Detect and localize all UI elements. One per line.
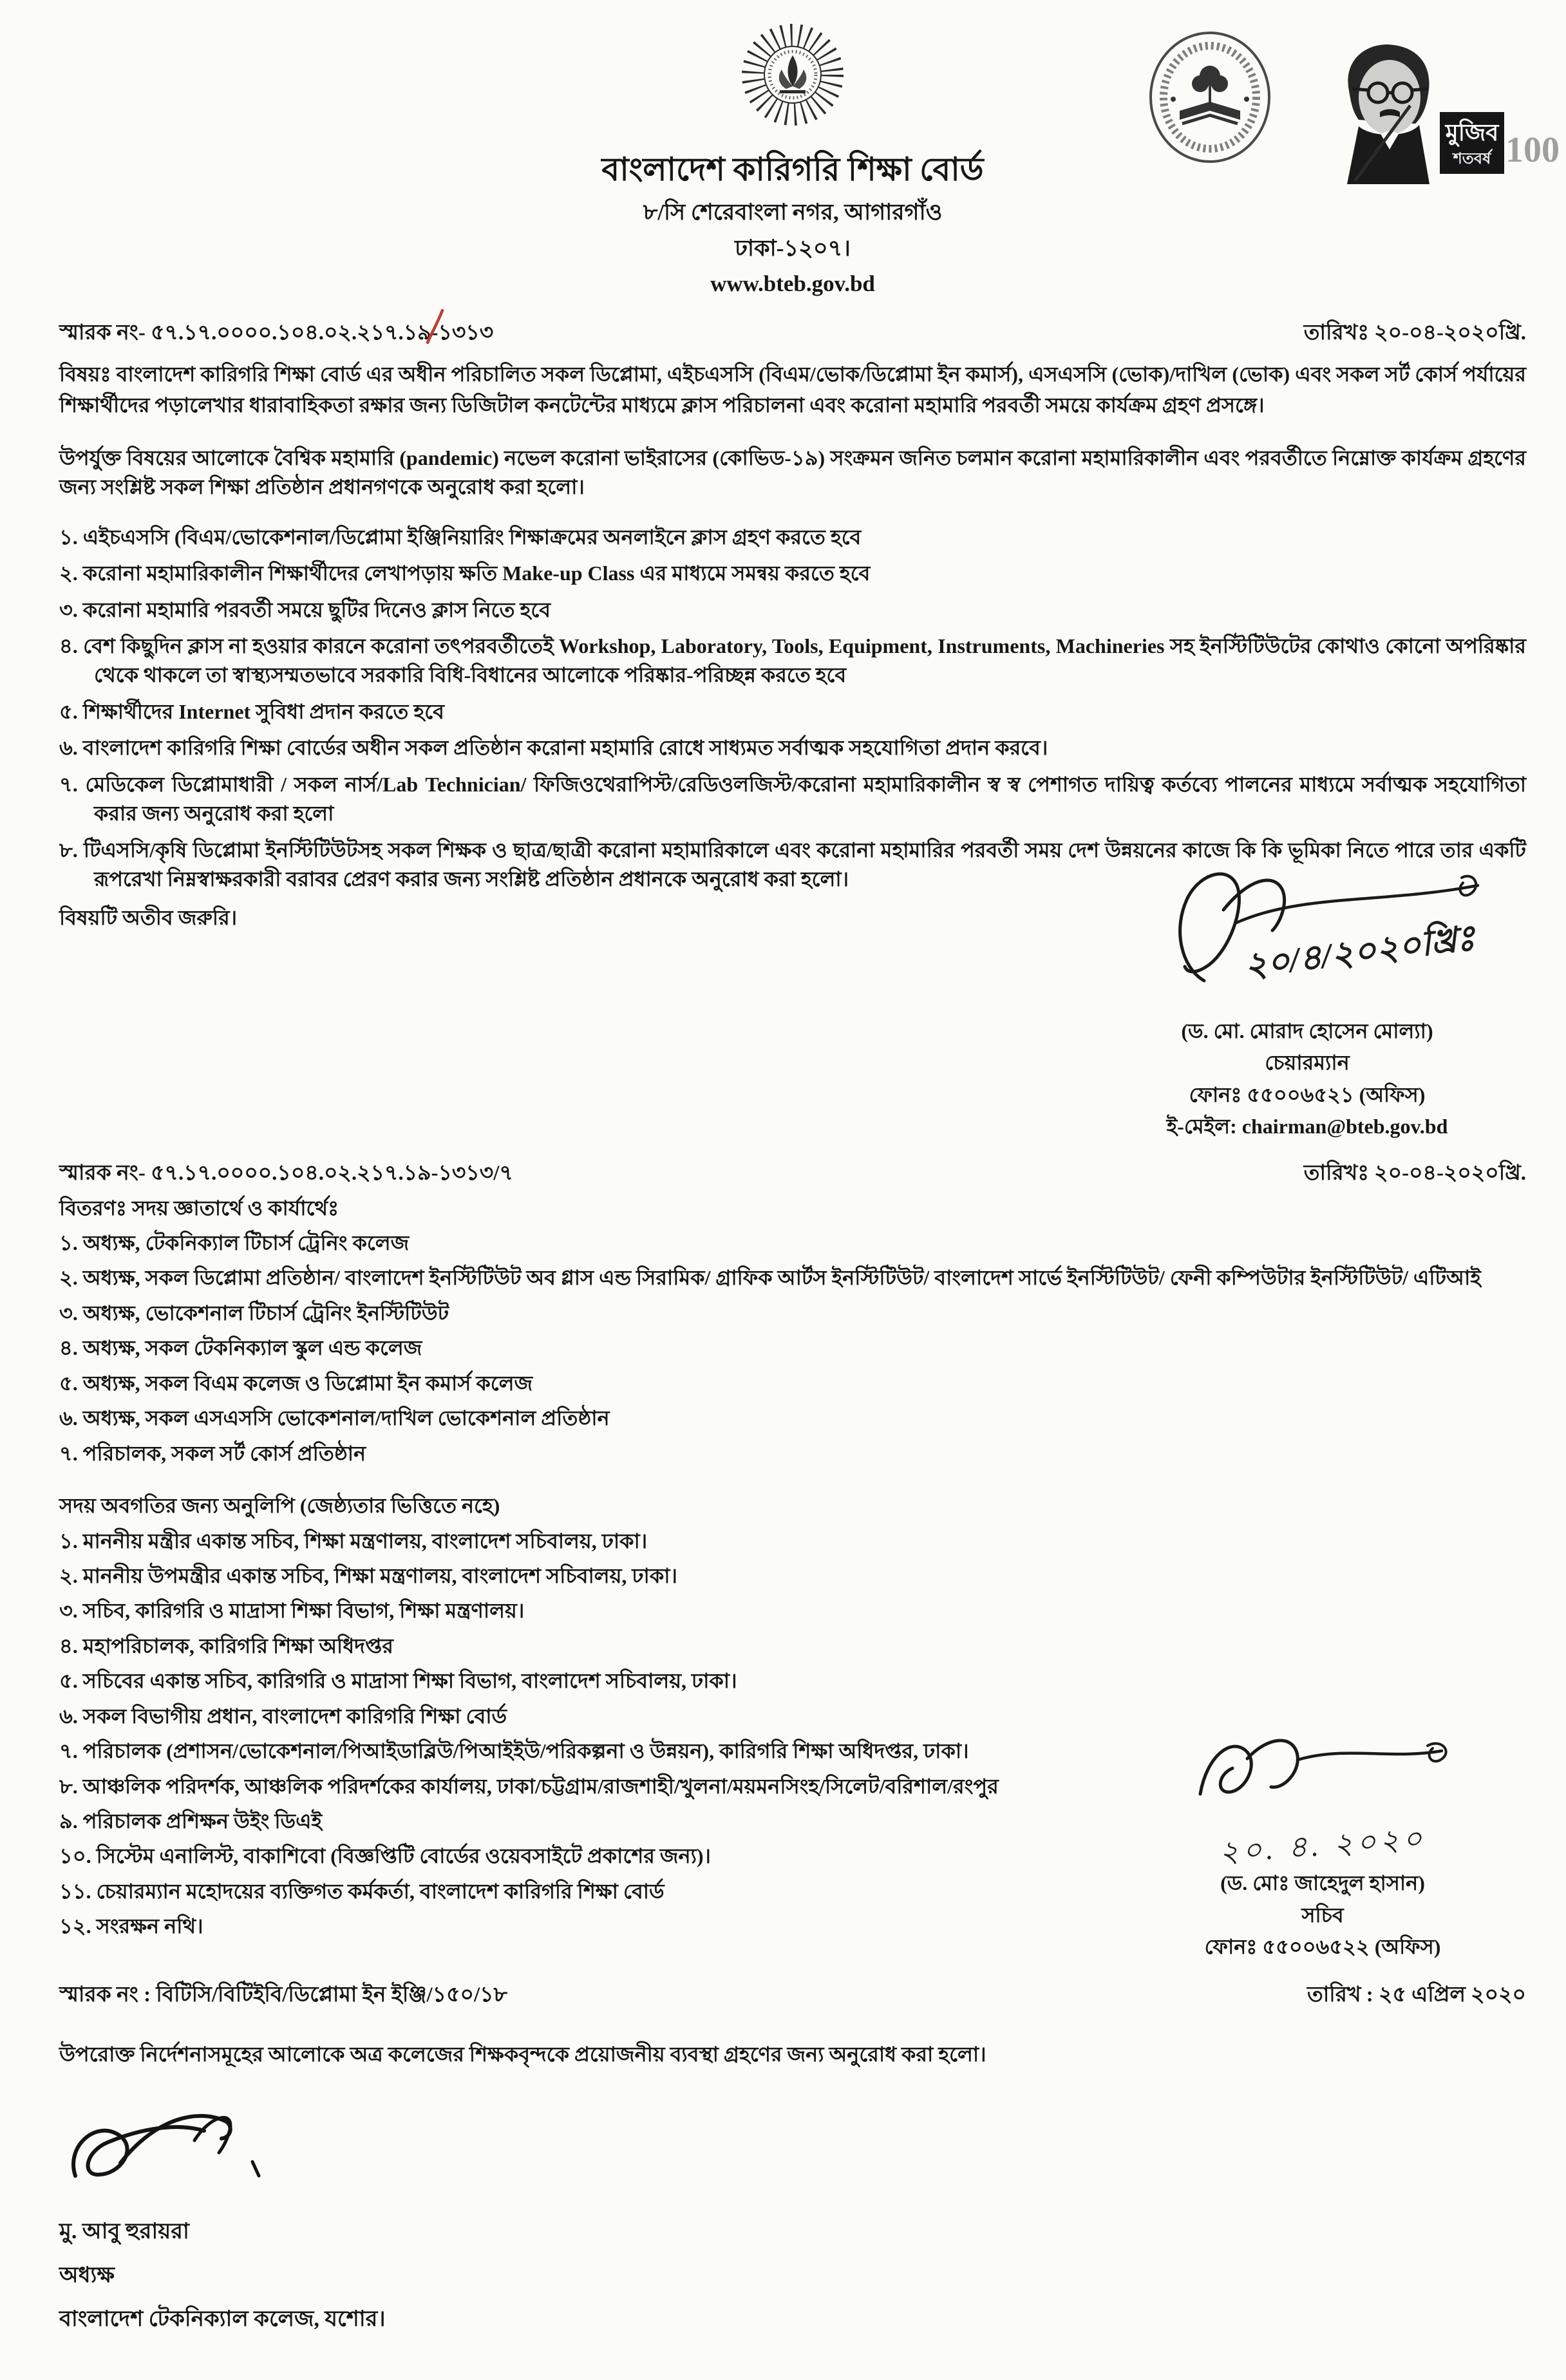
chairman-name: (ড. মো. মোরাদ হোসেন মোল্যা) — [1181, 1019, 1433, 1043]
copy-item: ৪. মহাপরিচালক, কারিগরি শিক্ষা অধিদপ্তর — [59, 1634, 393, 1658]
directive-item: ১. এইচএসসি (বিএম/ভোকেশনাল/ডিপ্লোমা ইঞ্জিনিয়ারিং শিক্ষাক্রমের অনলাইনে ক্লাস গ্রহণ করতে হবে — [59, 525, 862, 549]
memo-number-3: স্মারক নং : বিটিসি/বিটিইবি/ডিপ্লোমা ইন ইঞ্জি/১৫০/১৮ — [59, 1983, 507, 2007]
mujib-logo-subtext: শতবর্ষ — [1453, 151, 1491, 167]
copies-section — [59, 1527, 1526, 1959]
secretary-handwritten-date: ২০. ৪. ২০২০ — [1218, 1821, 1428, 1869]
forward-note: উপরোক্ত নির্দেশনাসমূহের আলোকে অত্র কলেজের শিক্ষকবৃন্দকে প্রয়োজনীয় ব্যবস্থা গ্রহণের জন্য অনুরোধ করা হলো। — [59, 2042, 986, 2066]
directives-list — [59, 523, 1526, 894]
urgent-signature-row — [59, 903, 1526, 1142]
principal-title: অধ্যক্ষ — [59, 2263, 115, 2287]
chairman-signature-block — [1088, 858, 1526, 1142]
memo-date-1: তারিখঃ ২০-০৪-২০২০খ্রি. — [1303, 321, 1526, 345]
copy-item: ৫. সচিবের একান্ত সচিব, কারিগরি ও মাদ্রাসা শিক্ষা বিভাগ, বাংলাদেশ সচিবালয়, ঢাকা। — [59, 1669, 737, 1693]
distribution-heading: বিতরণঃ সদয় জ্ঞাতার্থে ও কার্যার্থেঃ — [59, 1196, 339, 1220]
mujib-100-logo — [1314, 30, 1560, 200]
copy-item: ২. মাননীয় উপমন্ত্রীর একান্ত সচিব, শিক্ষা মন্ত্রণালয়, বাংলাদেশ সচিবালয়, ঢাকা। — [59, 1563, 677, 1587]
distribution-item: ৫. অধ্যক্ষ, সকল বিএম কলেজ ও ডিপ্লোমা ইন কমার্স কলেজ — [59, 1371, 533, 1395]
chairman-email: ই-মেইল: chairman@bteb.gov.bd — [1166, 1115, 1448, 1138]
directive-item: ৪. বেশ কিছুদিন ক্লাস না হওয়ার কারনে করোনা তৎপরবর্তীতেই Workshop, Laboratory, Tools, Equipment, Instruments, Machineries সহ ইনস্টিটিউটের কোথাও কোনো অপরিষ্কার থেকে থাকলে তা স্বাস্থ্যসম্মতভাবে সরকারি বিধি-বিধানের আলোকে পরিষ্কার-পরিচ্ছন্ন করতে হবে — [59, 634, 1526, 687]
urgent-note: বিষয়টি অতীব জরুরি। — [59, 905, 238, 929]
directive-item: ৫. শিক্ষার্থীদের Internet সুবিধা প্রদান করতে হবে — [59, 699, 444, 723]
copy-item: ১২. সংরক্ষন নথি। — [59, 1914, 203, 1938]
directive-item: ৬. বাংলাদেশ কারিগরি শিক্ষা বোর্ডের অধীন সকল প্রতিষ্ঠান করোনা মহামারি রোধে সাধ্যমত সর্বাত্মক সহযোগিতা প্রদান করবে। — [59, 736, 1048, 760]
memo-line-1 — [59, 318, 1526, 348]
red-tick-mark — [423, 308, 445, 345]
distribution-list — [59, 1229, 1526, 1468]
distribution-item: ২. অধ্যক্ষ, সকল ডিপ্লোমা প্রতিষ্ঠান/ বাংলাদেশ ইনস্টিটিউট অব গ্লাস এন্ড সিরামিক/ গ্রাফিক আর্টস ইনস্টিটিউট/ বাংলাদেশ সার্ভে ইনস্টিটিউট/ ফেনী কম্পিউটার ইনস্টিটিউট/ এটিআই — [59, 1266, 1481, 1290]
copy-item: ১০. সিস্টেম এনালিস্ট, বাকাশিবো (বিজ্ঞপ্তিটি বোর্ডের ওয়েবসাইটে প্রকাশের জন্য)। — [59, 1844, 711, 1868]
letterhead — [59, 18, 1560, 301]
copy-item: ৭. পরিচালক (প্রশাসন/ভোকেশনাল/পিআইডাব্লিউ/পিআইইউ/পরিকল্পনা ও উন্নয়ন), কারিগরি শিক্ষা অধিদপ্তর, ঢাকা। — [59, 1739, 969, 1763]
memo-date-3: তারিখ : ২৫ এপ্রিল ২০২০ — [1307, 1983, 1526, 2007]
chairman-title: চেয়ারম্যান — [1265, 1051, 1350, 1075]
distribution-item: ১. অধ্যক্ষ, টেকনিক্যাল টিচার্স ট্রেনিং কলেজ — [59, 1231, 410, 1255]
memo-number-1 — [59, 318, 493, 348]
copy-item: ৯. পরিচালক প্রশিক্ষন উইং ডিএই — [59, 1809, 323, 1833]
distribution-item: ৪. অধ্যক্ষ, সকল টেকনিক্যাল স্কুল এন্ড কলেজ — [59, 1336, 422, 1360]
intro-paragraph: উপর্যুক্ত বিষয়ের আলোকে বৈশ্বিক মহামারি (pandemic) নভেল করোনা ভাইরাসের (কোভিড-১৯) সংক্রমন জনিত চলমান করোনা মহামারিকালীন এবং পরবর্তীতে নিম্নোক্ত কার্যক্রম গ্রহণের জন্য সংশ্লিষ্ট সকল শিক্ষা প্রতিষ্ঠান প্রধানগণকে অনুরোধ করা হলো। — [59, 446, 1526, 499]
directive-item: ২. করোনা মহামারিকালীন শিক্ষার্থীদের লেখাপড়ায় ক্ষতি Make-up Class এর মাধ্যমে সমন্বয় করতে হবে — [59, 562, 871, 585]
org-name: বাংলাদেশ কারিগরি শিক্ষা বোর্ড — [601, 151, 984, 187]
memo-number-2: স্মারক নং- ৫৭.১৭.০০০০.১০৪.০২.২১৭.১৯-১৩১৩/৭ — [59, 1161, 513, 1185]
copy-item: ১১. চেয়ারম্যান মহোদয়ের ব্যক্তিগত কর্মকর্তা, বাংলাদেশ কারিগরি শিক্ষা বোর্ড — [59, 1879, 665, 1903]
copy-item: ৮. আঞ্চলিক পরিদর্শক, আঞ্চলিক পরিদর্শকের কার্যালয়, ঢাকা/চট্টগ্রাম/রাজশাহী/খুলনা/ময়মনসিংহ/সিলেট/বরিশাল/রংপুর — [59, 1774, 999, 1798]
distribution-item: ৬. অধ্যক্ষ, সকল এসএসসি ভোকেশনাল/দাখিল ভোকেশনাল প্রতিষ্ঠান — [59, 1406, 610, 1430]
bteb-seal-icon — [731, 18, 854, 140]
memo-line-3 — [59, 1980, 1526, 2010]
chairman-phone: ফোনঃ ৫৫০০৬৫২১ (অফিস) — [1189, 1082, 1426, 1106]
directive-item: ৭. মেডিকেল ডিপ্লোমাধারী / সকল নার্স/Lab Technician/ ফিজিওথেরাপিস্ট/রেডিওলজিস্ট/করোনা মহামারিকালীন স্ব স্ব পেশাগত দায়িত্ব কর্তব্যে পালনের মাধ্যমে সর্বাত্মক সহযোগিতা করার জন্য অনুরোধ করা হলো — [59, 772, 1526, 826]
secretary-title: সচিব — [1301, 1903, 1344, 1927]
principal-institution: বাংলাদেশ টেকনিক্যাল কলেজ, যশোর। — [59, 2307, 386, 2332]
copy-heading: সদয় অবগতির জন্য অনুলিপি (জেষ্ঠ্যতার ভিত্তিতে নহে) — [59, 1494, 500, 1518]
principal-signature-block — [59, 2099, 549, 2335]
mujib-logo-text: মুজিব — [1445, 120, 1499, 146]
principal-name: মু. আবু হুরায়রা — [59, 2219, 189, 2243]
secretary-signature-icon — [1171, 1720, 1474, 1817]
principal-signature-icon — [59, 2099, 336, 2195]
org-website: www.bteb.gov.bd — [710, 271, 875, 297]
memo-date-2: তারিখঃ ২০-০৪-২০২০খ্রি. — [1303, 1161, 1526, 1185]
board-emblem-icon — [1142, 30, 1278, 171]
directive-item: ৮. টিএসসি/কৃষি ডিপ্লোমা ইনস্টিটিউটসহ সকল শিক্ষক ও ছাত্র/ছাত্রী করোনা মহামারিকালে এবং করোনা মহামারির পরবর্তী সময় দেশ উন্নয়নের কাজে কি কি ভূমিকা নিতে পারে তার একটি রূপরেখা নিম্নস্বাক্ষরকারী বরাবর প্রেরণ করার জন্য সংশ্লিষ্ট প্রতিষ্ঠান প্রধানকে অনুরোধ করা হলো। — [59, 838, 1526, 891]
directive-item: ৩. করোনা মহামারি পরবর্তী সময়ে ছুটির দিনেও ক্লাস নিতে হবে — [59, 598, 551, 621]
mujib-logo-100: 100 — [1505, 130, 1560, 170]
org-address-line2: ঢাকা-১২০৭। — [735, 235, 851, 261]
header-logos — [1142, 30, 1560, 200]
distribution-item: ৩. অধ্যক্ষ, ভোকেশনাল টিচার্স ট্রেনিং ইনস্টিটিউট — [59, 1301, 449, 1325]
chairman-signature-icon — [1127, 858, 1487, 1006]
org-address-line1: ৮/সি শেরেবাংলা নগর, আগারগাঁও — [643, 200, 943, 225]
copy-item: ৩. সচিব, কারিগরি ও মাদ্রাসা শিক্ষা বিভাগ, শিক্ষা মন্ত্রণালয়। — [59, 1599, 525, 1623]
copy-item: ৬. সকল বিভাগীয় প্রধান, বাংলাদেশ কারিগরি শিক্ষা বোর্ড — [59, 1704, 507, 1728]
subject-line: বিষয়ঃ বাংলাদেশ কারিগরি শিক্ষা বোর্ড এর অধীন পরিচালিত সকল ডিপ্লোমা, এইচএসসি (বিএম/ভোক/ডিপ্লোমা ইন কমার্স), এসএসসি (ভোক)/দাখিল (ভোক) এবং সকল সর্ট কোর্স পর্যায়ের শিক্ষার্থীদের পড়ালেখার ধারাবাহিকতা রক্ষার জন্য ডিজিটাল কনটেন্টের মাধ্যমে ক্লাস পরিচালনা এবং করোনা মহামারি পরবর্তী সময়ে কার্যক্রম গ্রহণ প্রসঙ্গে। — [59, 362, 1526, 417]
memo-line-2 — [59, 1158, 1526, 1189]
secretary-signature-block — [1123, 1720, 1522, 1962]
copy-item: ১. মাননীয় মন্ত্রীর একান্ত সচিব, শিক্ষা মন্ত্রণালয়, বাংলাদেশ সচিবালয়, ঢাকা। — [59, 1529, 648, 1553]
memo-number-1-text: স্মারক নং- ৫৭.১৭.০০০০.১০৪.০২.২১৭.১৯-১৩১৩ — [59, 321, 494, 345]
secretary-name: (ড. মোঃ জাহেদুল হাসান) — [1220, 1871, 1425, 1895]
distribution-item: ৭. পরিচালক, সকল সর্ট কোর্স প্রতিষ্ঠান — [59, 1441, 366, 1465]
chairman-handwritten-date: ২০/৪/২০২০খ্রিঃ — [1242, 918, 1477, 985]
secretary-phone: ফোনঃ ৫৫০০৬৫২২ (অফিস) — [1204, 1935, 1441, 1959]
